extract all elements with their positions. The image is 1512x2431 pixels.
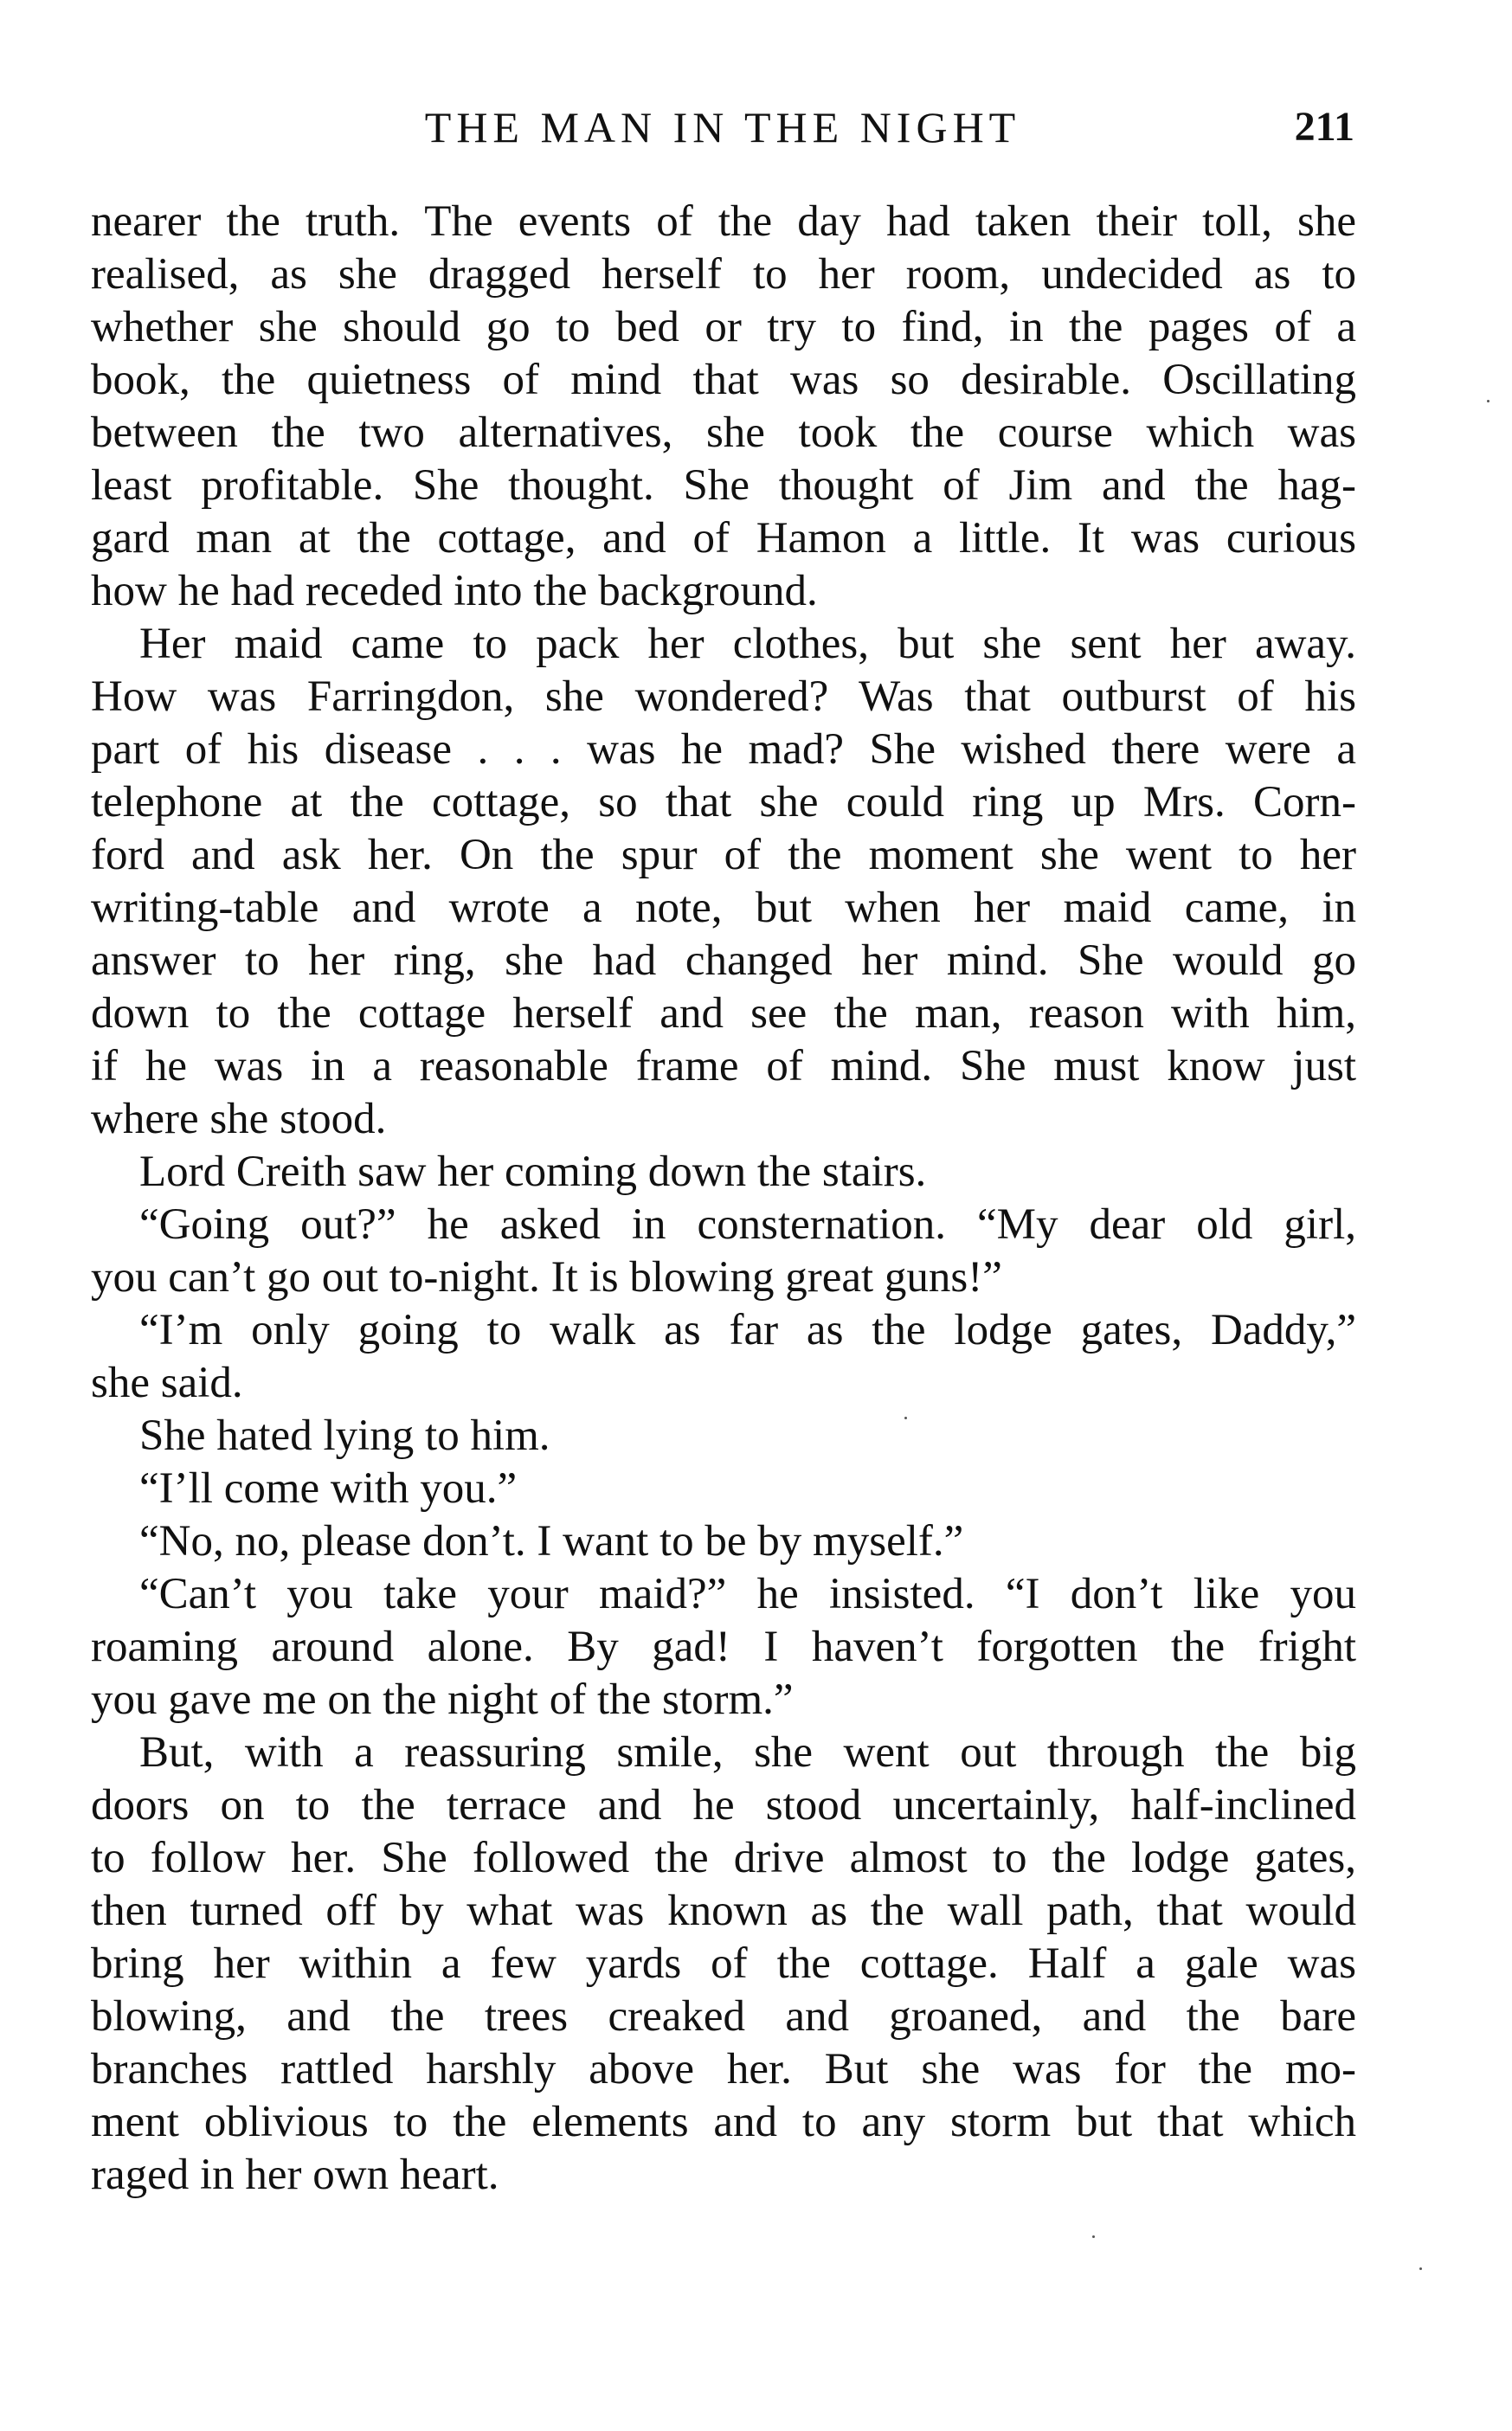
running-header (91, 97, 1354, 158)
body-text (91, 196, 1356, 2202)
text-line: gard man at the cottage, and of Hamon a little. It was curious (91, 514, 1356, 563)
text-line: down to the cottage herself and see the man, reason with him, (91, 989, 1356, 1038)
text-line: ford and ask her. On the spur of the moment she went to her (91, 831, 1356, 879)
text-line: “Going out?” he asked in consternation. “My dear old girl, (139, 1200, 1356, 1249)
text-line: telephone at the cottage, so that she could ring up Mrs. Corn- (91, 778, 1356, 826)
text-line: Her maid came to pack her clothes, but she sent her away. (139, 620, 1356, 668)
text-line: “I’m only going to walk as far as the lodge gates, Daddy,” (139, 1306, 1356, 1354)
text-line: “Can’t you take your maid?” he insisted. “I don’t like you (139, 1570, 1356, 1618)
text-line: raged in her own heart. (91, 2151, 499, 2199)
text-line: “I’ll come with you.” (139, 1464, 518, 1513)
text-line: you can’t go out to-night. It is blowing great guns!” (91, 1253, 1002, 1302)
text-line: least profitable. She thought. She thought of Jim and the hag- (91, 461, 1356, 510)
text-line: if he was in a reasonable frame of mind. She must know just (91, 1042, 1356, 1090)
text-line: “No, no, please don’t. I want to be by myself.” (139, 1517, 964, 1566)
print-speck (1419, 2267, 1422, 2270)
text-line: to follow her. She followed the drive almost to the lodge gates, (91, 1834, 1356, 1882)
text-line: then turned off by what was known as the wall path, that would (91, 1887, 1356, 1935)
print-speck (1092, 2235, 1095, 2238)
text-line: whether she should go to bed or try to find, in the pages of a (91, 303, 1356, 351)
text-line: how he had receded into the background. (91, 567, 818, 615)
text-line: roaming around alone. By gad! I haven’t forgotten the fright (91, 1623, 1356, 1671)
running-title: THE MAN IN THE NIGHT (424, 103, 1021, 151)
text-line: blowing, and the trees creaked and groaned, and the bare (91, 1992, 1356, 2041)
text-line: realised, as she dragged herself to her room, undecided as to (91, 250, 1356, 299)
text-line: But, with a reassuring smile, she went out through the big (139, 1728, 1356, 1777)
text-line: branches rattled harshly above her. But she was for the mo- (91, 2045, 1356, 2093)
text-line: she said. (91, 1359, 243, 1407)
text-line: ment oblivious to the elements and to any storm but that which (91, 2098, 1356, 2146)
page-number: 211 (1294, 104, 1354, 150)
text-line: part of his disease . . . was he mad? She wished there were a (91, 725, 1356, 774)
text-line: nearer the truth. The events of the day had taken their toll, she (91, 197, 1356, 246)
text-line: bring her within a few yards of the cottage. Half a gale was (91, 1939, 1356, 1988)
text-line: doors on to the terrace and he stood uncertainly, half-inclined (91, 1781, 1356, 1830)
text-line: you gave me on the night of the storm.” (91, 1675, 794, 1724)
text-line: where she stood. (91, 1095, 387, 1143)
text-line: book, the quietness of mind that was so desirable. Oscillating (91, 356, 1356, 404)
print-speck (1487, 400, 1489, 402)
text-line: Lord Creith saw her coming down the stairs. (139, 1148, 927, 1196)
text-line: answer to her ring, she had changed her mind. She would go (91, 936, 1356, 985)
print-speck (904, 1417, 907, 1419)
text-line: between the two alternatives, she took the course which was (91, 408, 1356, 457)
text-line: She hated lying to him. (139, 1412, 550, 1460)
text-line: How was Farringdon, she wondered? Was that outburst of his (91, 672, 1356, 721)
text-line: writing-table and wrote a note, but when her maid came, in (91, 884, 1356, 932)
